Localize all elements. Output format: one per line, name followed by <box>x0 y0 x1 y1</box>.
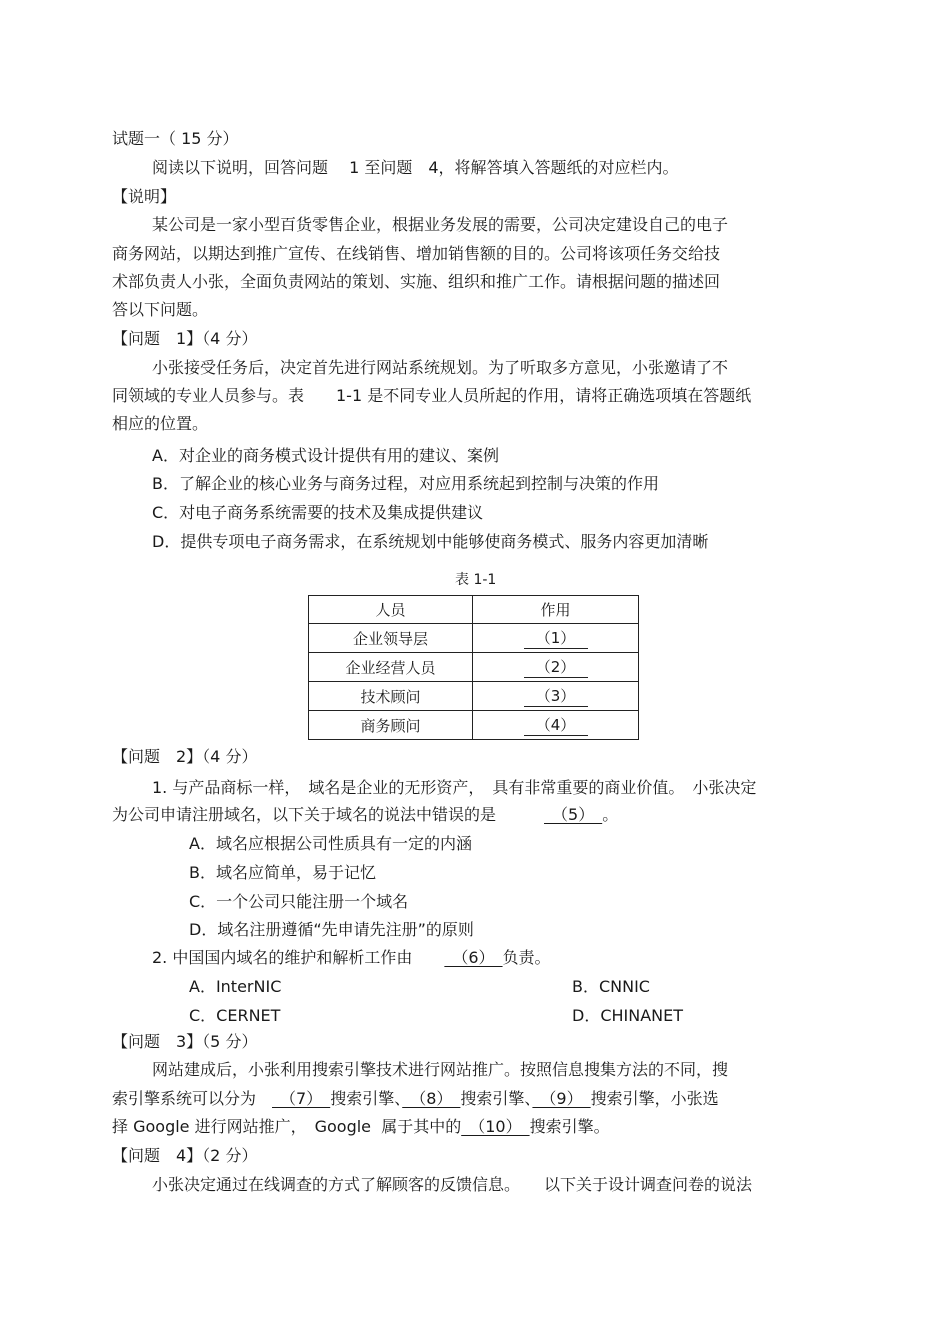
q2-item1-line1: 1. 与产品商标一样， 域名是企业的无形资产， 具有非常重要的商业价值。 小张决定 <box>152 778 757 797</box>
q2-item1-text: 为公司申请注册域名，以下关于域名的说法中错误的是 <box>112 805 545 824</box>
table-cell-role: 企业领导层 <box>309 624 473 653</box>
answer-blank-10: （10） <box>461 1117 530 1136</box>
q2-item2-line <box>152 948 551 968</box>
q2-item1-option-b: B．域名应简单，易于记忆 <box>189 863 376 882</box>
q1-text-line: 小张接受任务后，决定首先进行网站系统规划。为了听取多方意见，小张邀请了不 <box>152 358 729 377</box>
shuoming-line: 某公司是一家小型百货零售企业，根据业务发展的需要，公司决定建设自己的电子 <box>152 215 729 234</box>
table-cell-role: 商务顾问 <box>309 711 473 740</box>
q3-text: 搜索引擎、 <box>460 1089 533 1108</box>
shuoming-line: 术部负责人小张，全面负责网站的策划、实施、组织和推广工作。请根据问题的描述回 <box>112 272 721 291</box>
shuoming-line: 答以下问题。 <box>112 300 209 319</box>
table-header-row <box>309 596 639 624</box>
q3-line3 <box>112 1117 610 1137</box>
table-header-cell: 人员 <box>309 596 473 624</box>
table-cell-answer <box>473 653 639 682</box>
q2-item2-end: 负责。 <box>502 948 551 967</box>
answer-blank-5: （5） <box>544 805 603 824</box>
q1-header: 【问题 1】（4 分） <box>112 329 258 348</box>
shuoming-line: 商务网站，以期达到推广宣传、在线销售、增加销售额的目的。公司将该项任务交给技 <box>112 244 721 263</box>
answer-blank-8: （8） <box>402 1089 461 1108</box>
answer-blank-9: （9） <box>532 1089 591 1108</box>
q3-text: 搜索引擎，小张选 <box>590 1089 719 1108</box>
q2-item1-end: 。 <box>602 805 619 824</box>
answer-blank: （1） <box>524 628 588 649</box>
table-row <box>309 653 639 682</box>
q3-header: 【问题 3】（5 分） <box>112 1032 258 1051</box>
answer-blank: （3） <box>524 686 588 707</box>
q2-item2-option-a: A．InterNIC <box>189 977 282 996</box>
q3-text: 搜索引擎。 <box>529 1117 610 1136</box>
q3-text: 择 Google 进行网站推广， Google 属于其中的 <box>112 1117 462 1136</box>
q4-header: 【问题 4】（2 分） <box>112 1146 258 1165</box>
q2-item2-option-b: B．CNNIC <box>572 977 650 996</box>
q1-text-line: 相应的位置。 <box>112 414 209 433</box>
table-row <box>309 682 639 711</box>
exam-intro: 阅读以下说明，回答问题 1 至问题 4，将解答填入答题纸的对应栏内。 <box>152 158 679 177</box>
q1-text-line: 同领域的专业人员参与。表 1-1 是不同专业人员所起的作用，请将正确选项填在答题纸 <box>112 386 752 405</box>
table-row <box>309 624 639 653</box>
q2-header: 【问题 2】（4 分） <box>112 747 258 766</box>
q2-item1-option-a: A．域名应根据公司性质具有一定的内涵 <box>189 834 472 853</box>
table-cell-answer <box>473 682 639 711</box>
exam-title: 试题一（ 15 分） <box>112 129 239 148</box>
q2-item2-option-c: C．CERNET <box>189 1006 281 1025</box>
roles-table <box>308 595 639 740</box>
answer-blank: （4） <box>524 715 588 736</box>
answer-blank-6: （6） <box>444 948 503 967</box>
q1-option-a: A．对企业的商务模式设计提供有用的建议、案例 <box>152 446 499 465</box>
q4-line1: 小张决定通过在线调查的方式了解顾客的反馈信息。 以下关于设计调查问卷的说法 <box>152 1175 753 1194</box>
table-cell-answer <box>473 711 639 740</box>
q3-text: 索引擎系统可以分为 <box>112 1089 273 1108</box>
shuoming-header: 【说明】 <box>112 187 177 206</box>
q2-item1-option-c: C．一个公司只能注册一个域名 <box>189 892 409 911</box>
q2-item1-line2 <box>112 805 618 825</box>
table-row <box>309 711 639 740</box>
q1-option-b: B．了解企业的核心业务与商务过程，对应用系统起到控制与决策的作用 <box>152 474 659 493</box>
q2-item2-option-d: D．CHINANET <box>572 1006 684 1025</box>
table-cell-answer <box>473 624 639 653</box>
q1-option-d: D．提供专项电子商务需求，在系统规划中能够使商务模式、服务内容更加清晰 <box>152 532 709 551</box>
table-cell-role: 技术顾问 <box>309 682 473 711</box>
q2-item2-text: 2. 中国国内域名的维护和解析工作由 <box>152 948 445 967</box>
q3-line2 <box>112 1089 719 1109</box>
q1-option-c: C．对电子商务系统需要的技术及集成提供建议 <box>152 503 484 522</box>
table-header-cell: 作用 <box>473 596 639 624</box>
answer-blank-7: （7） <box>272 1089 331 1108</box>
answer-blank: （2） <box>524 657 588 678</box>
q3-text: 搜索引擎、 <box>330 1089 403 1108</box>
table-cell-role: 企业经营人员 <box>309 653 473 682</box>
q2-item1-option-d: D．域名注册遵循“先申请先注册”的原则 <box>189 920 474 939</box>
table-caption: 表 1-1 <box>455 572 497 588</box>
q3-line1: 网站建成后，小张利用搜索引擎技术进行网站推广。按照信息搜集方法的不同，搜 <box>152 1060 729 1079</box>
